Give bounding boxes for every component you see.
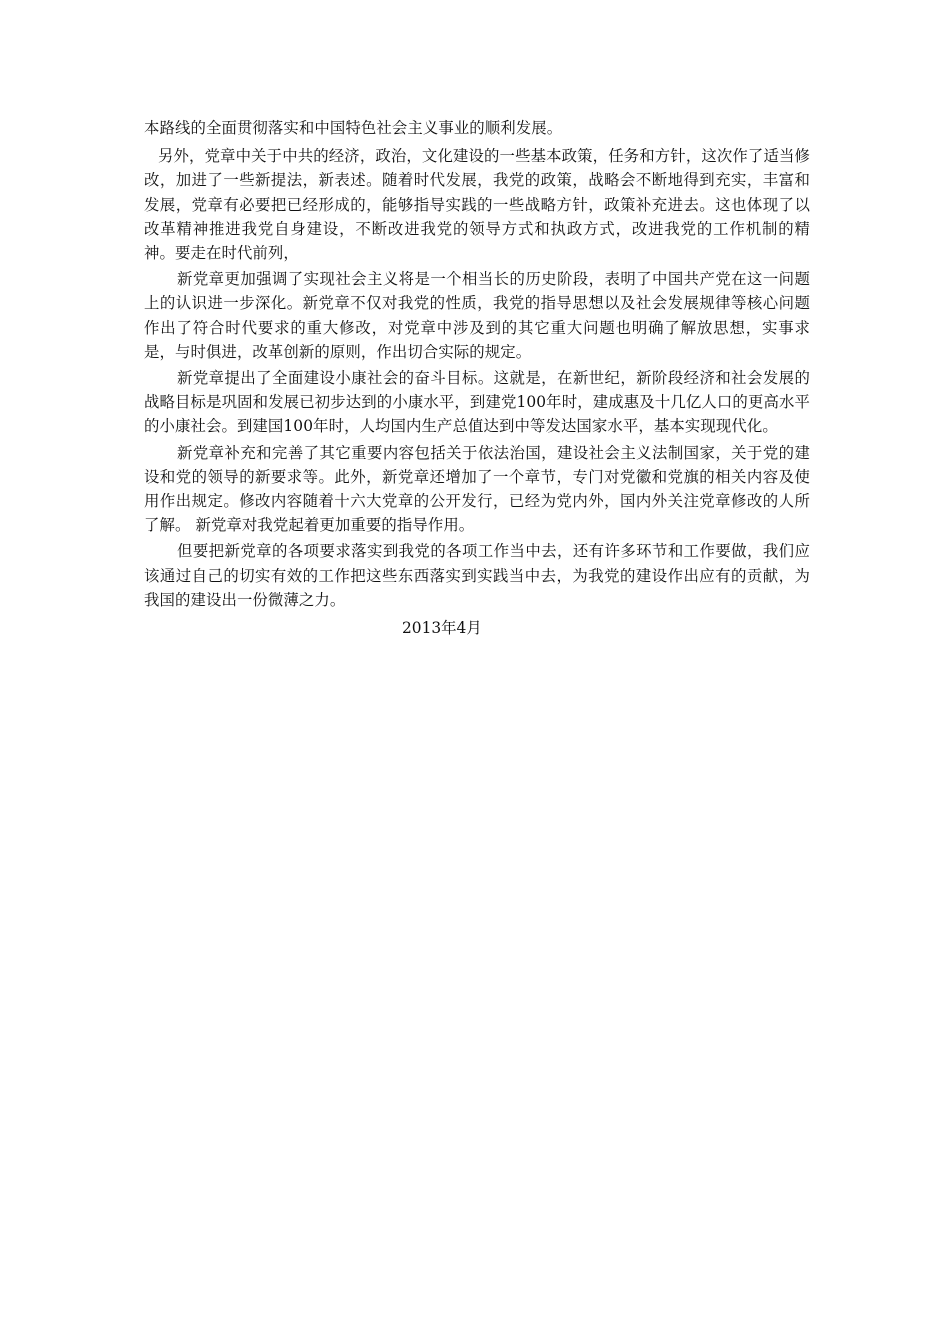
paragraph-6: 但要把新党章的各项要求落实到我党的各项工作当中去，还有许多环节和工作要做，我们应该通过自己的切实有效的工作把这些东西落实到实践当中去，为我党的建设作出应有的贡献，为我国的建设出一份微薄之力。	[144, 542, 810, 609]
paragraph-2: 另外，党章中关于中共的经济，政治，文化建设的一些基本政策，任务和方针，这次作了适当修改，加进了一些新提法，新表述。随着时代发展，我党的政策，战略会不断地得到充实，丰富和发展，党章有必要把已经形成的，能够指导实践的一些战略方针，政策补充进去。这也体现了以改革精神推进我党自身建设，不断改进我党的领导方式和执政方式，改进我党的工作机制的精神。要走在时代前列，	[144, 147, 810, 263]
paragraph-3: 新党章更加强调了实现社会主义将是一个相当长的历史阶段，表明了中国共产党在这一问题上的认识进一步深化。新党章不仅对我党的性质，我党的指导思想以及社会发展规律等核心问题作出了符合时代要求的重大修改，对党章中涉及到的其它重大问题也明确了解放思想，实事求是，与时俱进，改革创新的原则，作出切合实际的规定。	[144, 270, 810, 361]
document-date: 2013年4月	[402, 619, 482, 638]
document-body	[144, 116, 810, 640]
paragraph-5: 新党章补充和完善了其它重要内容包括关于依法治国，建设社会主义法制国家，关于党的建设和党的领导的新要求等。此外，新党章还增加了一个章节，专门对党徽和党旗的相关内容及使用作出规定。修改内容随着十六大党章的公开发行，已经为党内外，国内外关注党章修改的人所了解。 新党章对我党起着更加重要的指导作用。	[144, 443, 810, 535]
paragraph-4: 新党章提出了全面建设小康社会的奋斗目标。这就是，在新世纪，新阶段经济和社会发展的战略目标是巩固和发展已初步达到的小康水平，到建党100年时，建成惠及十几亿人口的更高水平的小康社会。到建国100年时，人均国内生产总值达到中等发达国家水平，基本实现现代化。	[144, 369, 810, 436]
paragraph-1: 本路线的全面贯彻落实和中国特色社会主义事业的顺利发展。	[144, 119, 563, 137]
